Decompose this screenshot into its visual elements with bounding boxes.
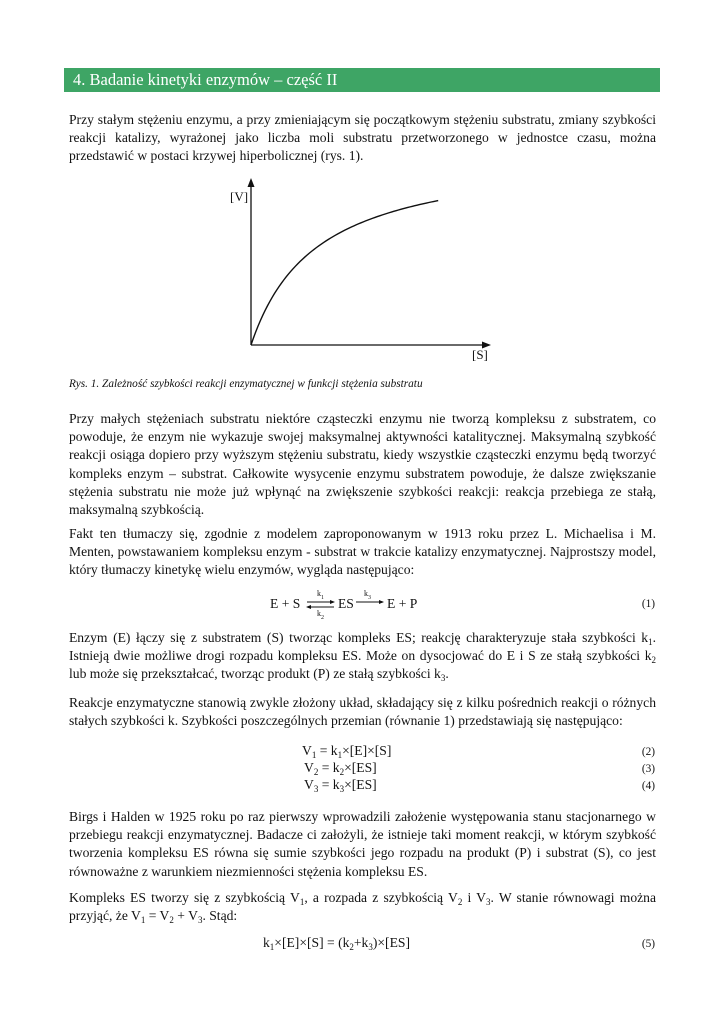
eq1-number: (1) (641, 598, 655, 610)
equation-4: $V_3 = k_3\times[ES]$ (304, 777, 377, 794)
paragraph-equilibrium: Kompleks ES tworzy się z szybkością $V_1$, a rozpada z szybkością $V_2$ i $V_3$. W stanie równowagi można przyjąć, że $V_1 = V_2 + V_3$. Stąd: (69, 890, 656, 926)
section-header (64, 68, 660, 92)
paragraph-michaelis: Fakt ten tłumaczy się, zgodnie z modelem zaproponowanym w 1913 roku przez L. Michaelisa i M. Menten, powstawaniem kompleksu enzym - substrat w trakcie katalizy enzymatycznej. Najprostszy model, który tłumaczy kinetykę wielu enzymów, wygląda następująco: (69, 526, 656, 578)
paragraph-steady-state: Birgs i Halden w 1925 roku po raz pierwszy wprowadzili założenie występowania stanu stacjonarnego w przebiegu reakcji enzymatycznej. Badacze ci założyli, że istnieje taki moment reakcji, w którym szybkość tworzenia kompleksu ES równa się sumie szybkości jego rozpadu na produkt (P) i substrat (S), co jest równoważne z warunkiem niezmienności stężenia kompleksu ES. (69, 809, 656, 879)
eq1-k1: $k_1$ (317, 589, 324, 601)
eq1-left: E + S (270, 596, 301, 611)
equation-3: $V_2 = k_2\times[ES]$ (304, 760, 377, 777)
eq3-number: (3) (641, 763, 655, 775)
equation-1 (270, 588, 470, 620)
x-axis-label: [S] (472, 347, 488, 362)
paragraph-substrate: Przy małych stężeniach substratu niektóre cząsteczki enzymu nie tworzą kompleksu z substratem, co powoduje, że enzym nie wykazuje swojej maksymalnej aktywności katalitycznej. Maksymalną szybkość reakcji osiąga dopiero przy wyższym stężeniu substratu, kiedy wszystkie cząsteczki enzymu będą tworzyć kompleks enzym – substrat. Całkowite wysycenie enzymu substratem powoduje, że dalsze zwiększanie stężenia substratu nie może już wpłynąć na zwiększenie szybkości reakcji: reakcja przebiega ze stałą, maksymalną szybkością. (69, 411, 656, 518)
figure-caption: Rys. 1. Zależność szybkości reakcji enzymatycznej w funkcji stężenia substratu (69, 378, 423, 390)
eq1-mid: ES (338, 596, 354, 611)
eq1-k3: $k_3$ (364, 589, 371, 601)
eq4-number: (4) (641, 780, 655, 792)
figure-1 (225, 175, 500, 370)
eq2-number: (2) (641, 746, 655, 758)
equation-5: $k_1\times[E]\times[S] = (k_2+k_3)\times[ES]$ (263, 935, 410, 952)
figure-chart (225, 175, 500, 370)
eq1-right: E + P (387, 596, 418, 611)
y-axis-arrow (248, 178, 255, 187)
paragraph-reactions: Reakcje enzymatyczne stanowią zwykle złożony układ, składający się z kilku pośrednich reakcji o różnych stałych szybkości k. Szybkości poszczególnych przemian (równanie 1) przedstawiają się następująco: (69, 695, 656, 729)
hyperbolic-curve (251, 201, 438, 345)
section-title: 4. Badanie kinetyki enzymów – część II (73, 70, 338, 89)
eq5-number: (5) (641, 938, 655, 950)
paragraph-intro: Przy stałym stężeniu enzymu, a przy zmieniającym się początkowym stężeniu substratu, zmiany szybkości reakcji katalizy, wyrażonej jako liczba moli substratu przetworzonego w jednostce czasu, można przedstawić w postaci krzywej hiperbolicznej (rys. 1). (69, 112, 656, 164)
paragraph-enzyme-es: Enzym (E) łączy się z substratem (S) tworząc kompleks ES; reakcję charakteryzuje stała szybkości $k_1$. Istnieją dwie możliwe drogi rozpadu kompleksu ES. Może on dysocjować do E i S ze stałą szybkości $k_2$ lub może się przekształcać, tworząc produkt (P) ze stałą szybkości $k_3$. (69, 630, 656, 684)
eq1-k2: $k_2$ (317, 609, 324, 621)
equation-2: $V_1 = k_1\times[E]\times[S]$ (302, 743, 392, 760)
y-axis-label: [V] (230, 189, 249, 204)
